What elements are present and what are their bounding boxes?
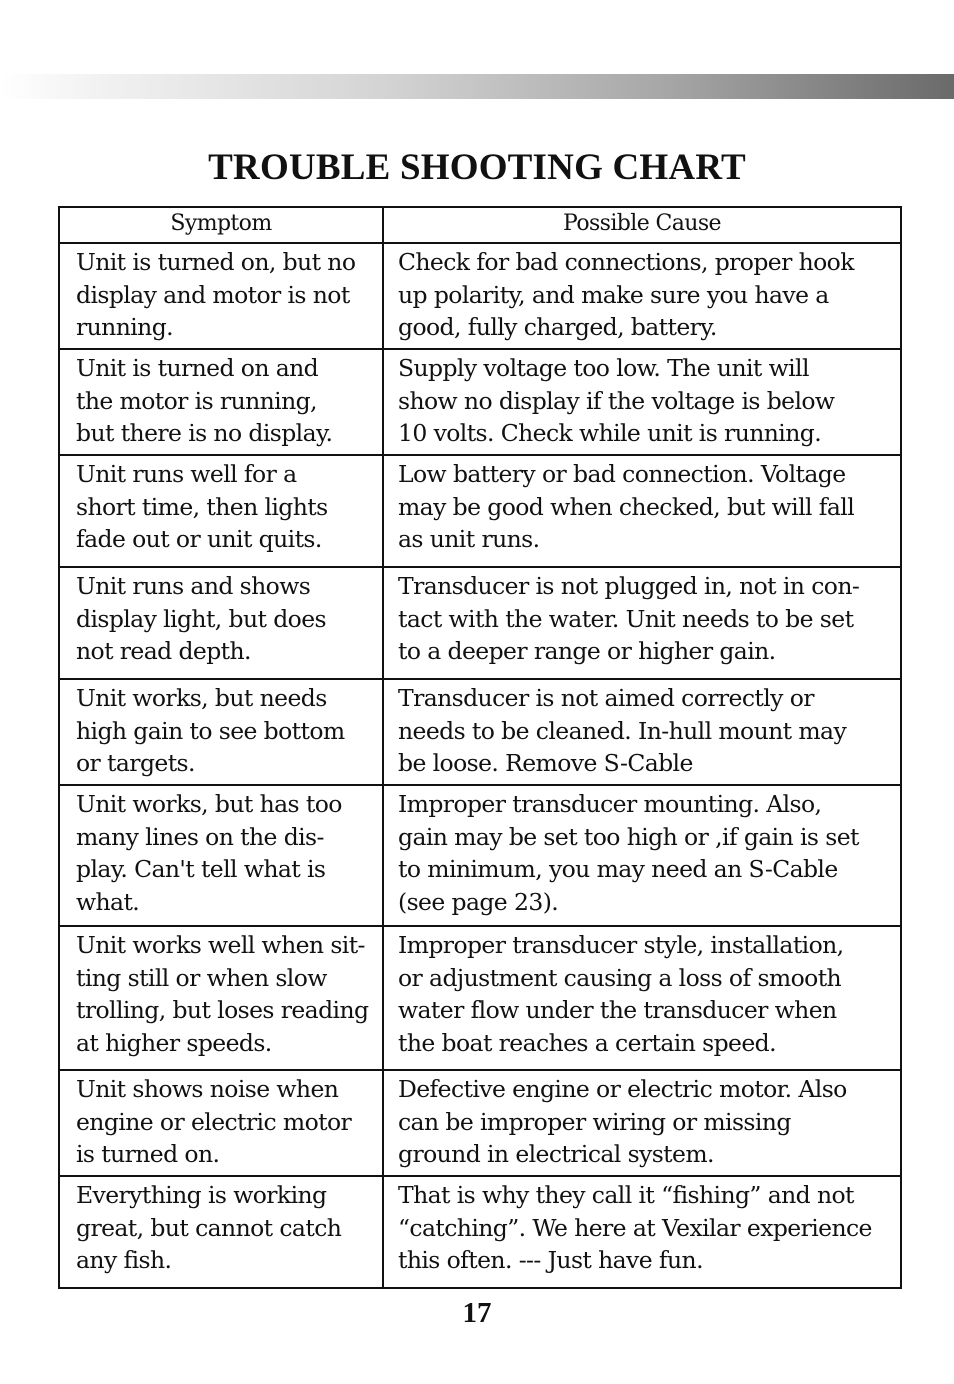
trouble-shooting-table <box>58 206 902 1289</box>
cause-cell: That is why they call it “fishing” and not “catching”. We here at Vexilar experience this often. --- Just have fun. <box>383 1176 901 1288</box>
page-number: 17 <box>462 1297 492 1329</box>
cause-cell: Supply voltage too low. The unit will show no display if the voltage is below 10 volts. Check while unit is running. <box>383 349 901 455</box>
cause-cell: Defective engine or electric motor. Also can be improper wiring or missing ground in electrical system. <box>383 1070 901 1176</box>
header-gradient-bar <box>0 74 954 99</box>
symptom-cell: Unit runs well for a short time, then lights fade out or unit quits. <box>59 455 383 567</box>
symptom-cell: Unit is turned on, but no display and motor is not running. <box>59 243 383 349</box>
cause-cell: Check for bad connections, proper hook up polarity, and make sure you have a good, fully charged, battery. <box>383 243 901 349</box>
cause-cell: Improper transducer mounting. Also, gain may be set too high or ,if gain is set to minimum, you may need an S-Cable (see page 23). <box>383 785 901 926</box>
table-row <box>59 1070 901 1176</box>
cause-cell: Transducer is not plugged in, not in con- tact with the water. Unit needs to be set to a deeper range or higher gain. <box>383 567 901 679</box>
table-row <box>59 1176 901 1288</box>
table-row <box>59 349 901 455</box>
cause-cell: Low battery or bad connection. Voltage may be good when checked, but will fall as unit runs. <box>383 455 901 567</box>
symptom-cell: Unit runs and shows display light, but does not read depth. <box>59 567 383 679</box>
symptom-cell: Unit works, but needs high gain to see bottom or targets. <box>59 679 383 785</box>
symptom-cell: Unit is turned on and the motor is running, but there is no display. <box>59 349 383 455</box>
table-row <box>59 455 901 567</box>
column-header-possible-cause: Possible Cause <box>383 207 901 243</box>
page-title: TROUBLE SHOOTING CHART <box>208 147 746 188</box>
column-header-symptom: Symptom <box>59 207 383 243</box>
table-row <box>59 567 901 679</box>
table-row <box>59 926 901 1070</box>
table-row <box>59 243 901 349</box>
symptom-cell: Unit works, but has too many lines on the dis- play. Can't tell what is what. <box>59 785 383 926</box>
table-row <box>59 679 901 785</box>
cause-cell: Improper transducer style, installation, or adjustment causing a loss of smooth water flow under the transducer when the boat reaches a certain speed. <box>383 926 901 1070</box>
cause-cell: Transducer is not aimed correctly or needs to be cleaned. In-hull mount may be loose. Remove S-Cable <box>383 679 901 785</box>
symptom-cell: Unit shows noise when engine or electric motor is turned on. <box>59 1070 383 1176</box>
symptom-cell: Unit works well when sit- ting still or when slow trolling, but loses reading at higher speeds. <box>59 926 383 1070</box>
table-header-row <box>59 207 901 243</box>
symptom-cell: Everything is working great, but cannot catch any fish. <box>59 1176 383 1288</box>
table-row <box>59 785 901 926</box>
